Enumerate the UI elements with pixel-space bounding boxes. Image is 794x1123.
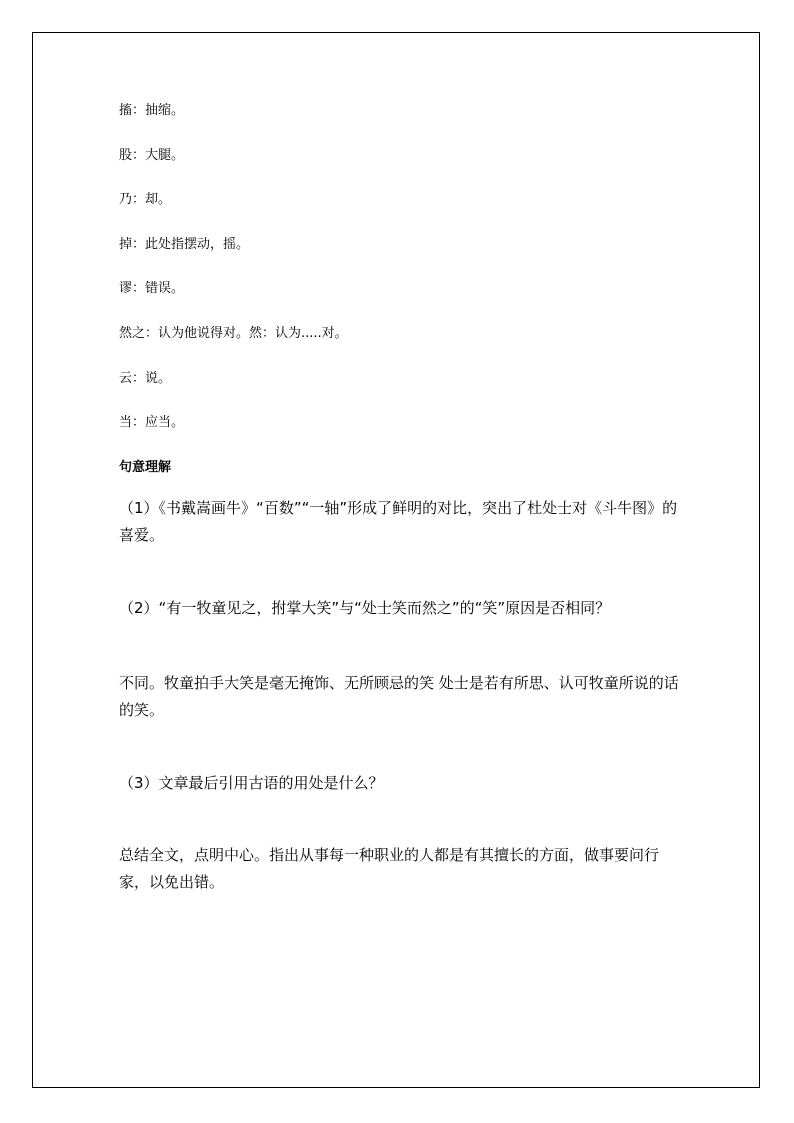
definition-item: 股：大腿。 — [119, 148, 185, 163]
definition-item: 搐：抽缩。 — [119, 103, 185, 118]
page-frame — [32, 32, 760, 1088]
paragraph-question-1: （1）《书戴嵩画牛》“百数”“一轴”形成了鲜明的对比，突出了杜处士对《斗牛图》的喜爱。 — [119, 499, 678, 544]
definition-item: 乃：却。 — [119, 192, 172, 207]
definition-item: 然之：认为他说得对。然：认为.....对。 — [119, 326, 348, 341]
paragraph-question-3: （3）文章最后引用古语的用处是什么？ — [119, 774, 384, 792]
paragraph-answer-2: 不同。牧童拍手大笑是毫无掩饰、无所顾忌的笑 处士是若有所思、认可牧童所说的话的笑。 — [119, 674, 679, 719]
definition-item: 掉：此处指摆动，摇。 — [119, 237, 250, 252]
definition-item: 谬：错误。 — [119, 281, 185, 296]
paragraph-answer-3: 总结全文，点明中心。指出从事每一种职业的人都是有其擅长的方面，做事要问行家，以免出错。 — [119, 846, 660, 891]
section-heading: 句意理解 — [119, 460, 172, 475]
definition-item: 当：应当。 — [119, 415, 185, 430]
definition-item: 云：说。 — [119, 371, 172, 386]
paragraph-question-2: （2）“有一牧童见之，拊掌大笑”与“处士笑而然之”的“笑”原因是否相同？ — [119, 599, 611, 617]
